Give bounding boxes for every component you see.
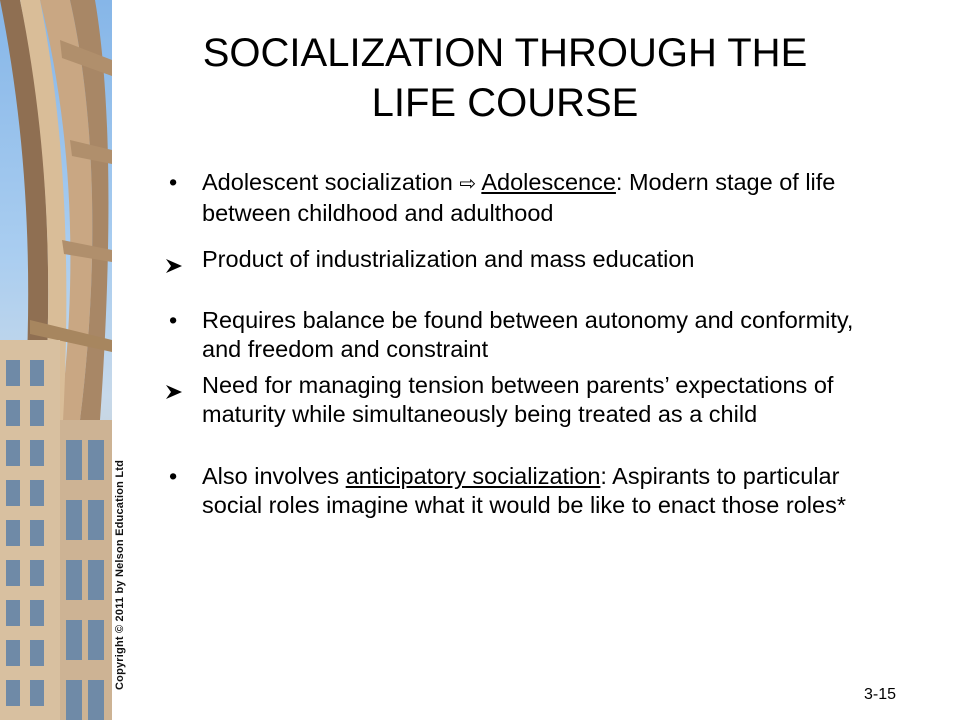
arrowhead-icon <box>165 378 195 407</box>
bullet-list <box>165 168 885 520</box>
list-item: • Also involves anticipatory socialization: Aspirants to particular social roles imagine what it would be like to enact those roles* <box>169 463 846 518</box>
list-item: • Adolescent socialization ⇨ Adolescence: Modern stage of life between childhood and adulthood <box>169 169 836 226</box>
title-line-2: LIFE COURSE <box>371 81 639 125</box>
right-arrow-icon: ⇨ <box>459 173 477 195</box>
bullet-icon: • <box>169 169 178 195</box>
bullet-icon: • <box>169 463 178 489</box>
title-line-1: SOCIALIZATION THROUGH THE <box>202 31 808 75</box>
list-item: Need for managing tension between parents’ expectations of maturity while simultaneously being treated as a child <box>165 371 885 429</box>
arrowhead-icon <box>165 252 195 281</box>
term-anticipatory-socialization: anticipatory socialization <box>345 463 601 489</box>
building-illustration <box>0 0 112 720</box>
list-item: • Requires balance be found between autonomy and conformity, and freedom and constraint <box>169 307 854 362</box>
slide-title <box>120 28 890 128</box>
term-adolescence: Adolescence <box>481 169 616 195</box>
slide-number: 3-15 <box>863 686 896 703</box>
copyright-notice: Copyright © 2011 by Nelson Education Ltd <box>114 459 126 690</box>
bullet-icon: • <box>169 307 178 333</box>
list-item: Product of industrialization and mass education <box>165 245 885 274</box>
building-photo <box>0 0 112 720</box>
